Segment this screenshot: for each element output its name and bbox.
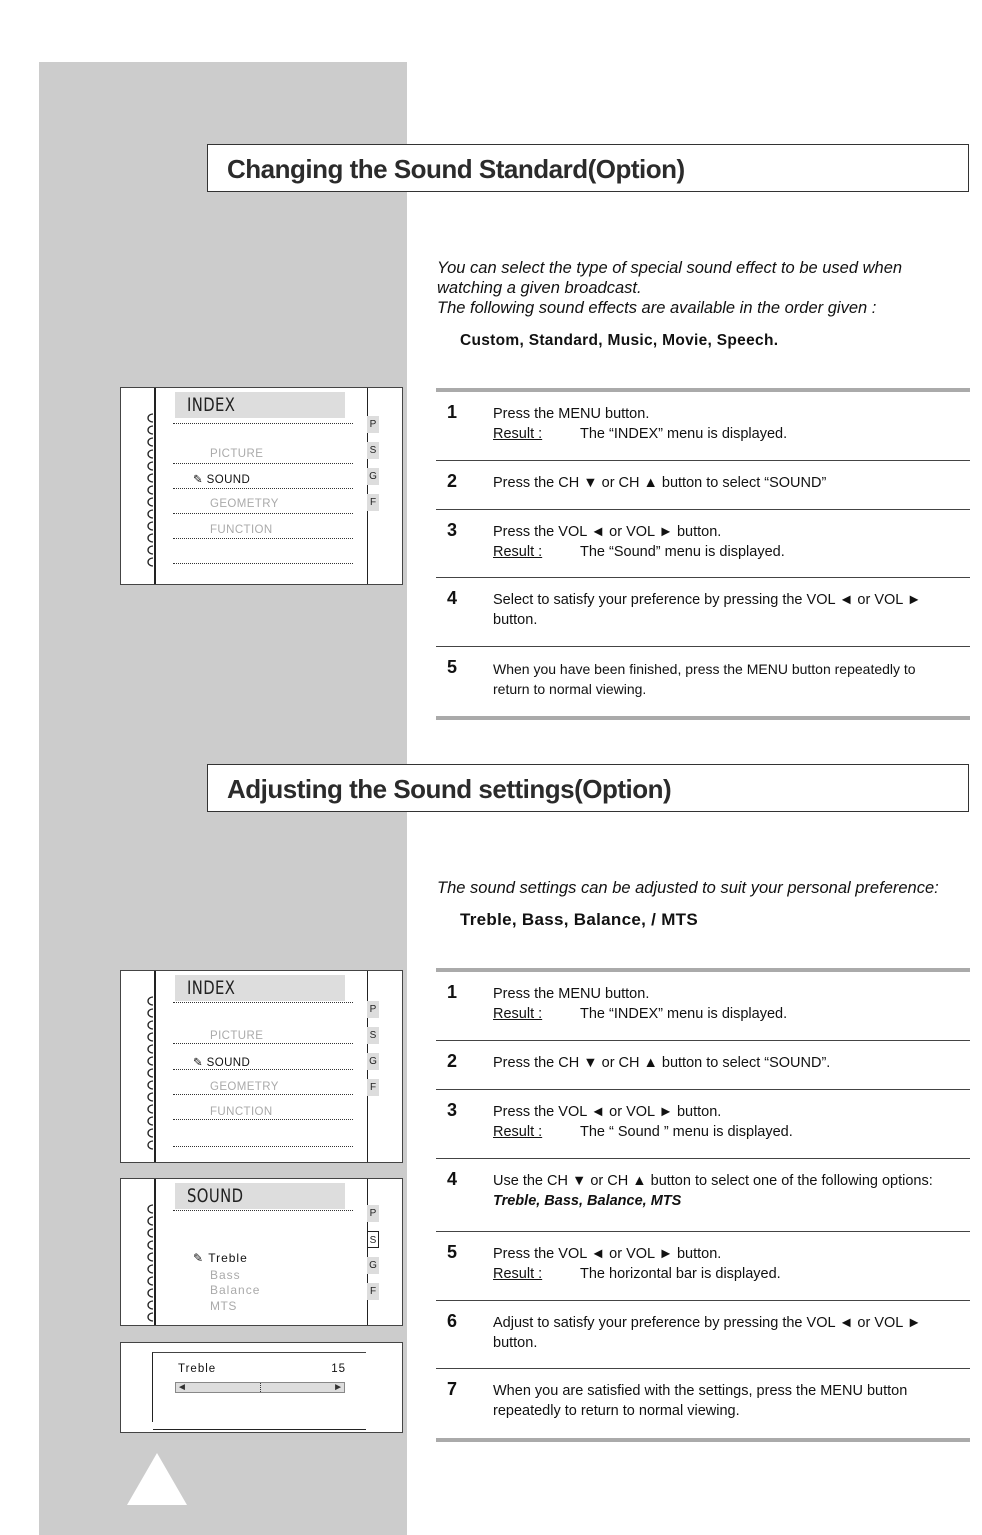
dotted-line: [173, 463, 353, 464]
step-text: Press the CH ▼ or CH ▲ button to select “SOUND”: [493, 475, 827, 491]
step-text: When you are satisfied with the settings, press the MENU button repeatedly to return to normal viewing.: [493, 1383, 908, 1419]
menu-item-mts: MTS: [210, 1299, 237, 1313]
section-title-text: Adjusting the Sound settings(Option): [227, 774, 672, 804]
intro-line: watching a given broadcast.: [437, 279, 642, 297]
dotted-line: [173, 1210, 353, 1211]
step-number: 2: [447, 1051, 458, 1071]
treble-label: Treble: [178, 1363, 217, 1375]
menu-title-bar: [175, 975, 345, 1001]
dotted-line: [173, 1119, 353, 1120]
steps-list-2: [436, 968, 970, 1442]
slider-fill: [176, 1383, 260, 1392]
step-number: 6: [447, 1311, 458, 1331]
window-bottom-edge: [153, 1429, 366, 1431]
menu-item-treble: ✎ Treble: [193, 1251, 248, 1265]
intro-paragraph-2: The sound settings can be adjusted to suit your personal preference:: [437, 879, 939, 897]
tab-g: G: [367, 1257, 379, 1283]
menu-tabs: [367, 1205, 379, 1309]
dotted-line: [173, 1043, 353, 1044]
treble-value: 15: [331, 1363, 346, 1375]
menu-item-sound: ✎ SOUND: [193, 474, 251, 486]
step-text: Use the CH ▼ or CH ▲ button to select one of the following options: Treble, Bass, Balance, MTS: [493, 1173, 933, 1209]
step-row: [436, 392, 970, 461]
tab-p: P: [367, 1001, 379, 1027]
menu-item-sound: ✎ SOUND: [193, 1057, 251, 1069]
step-number: 3: [447, 520, 458, 540]
dotted-line: [173, 1094, 353, 1095]
sound-setting-options: Treble, Bass, Balance, / MTS: [460, 910, 698, 929]
menu-tabs: [367, 1001, 379, 1105]
pencil-icon: ✎: [193, 1057, 204, 1069]
step-number: 2: [447, 471, 458, 491]
tv-index-menu-1: [120, 387, 403, 585]
dotted-line: [173, 423, 353, 424]
result-label: Result :: [493, 1006, 543, 1022]
menu-title-bar: [175, 1183, 345, 1209]
step-row: [436, 510, 970, 578]
menu-tabs: [367, 416, 379, 520]
intro-line: You can select the type of special sound effect to be used when: [437, 259, 903, 277]
tab-f: F: [367, 494, 379, 520]
tab-p: P: [367, 1205, 379, 1231]
step-text: Press the MENU button. Result : The “INDEX” menu is displayed.: [493, 986, 788, 1022]
result-label: Result :: [493, 426, 543, 442]
pencil-icon: ✎: [193, 1251, 205, 1265]
step-row: [436, 1090, 970, 1159]
step-text: Press the VOL ◄ or VOL ► button. Result : The “Sound” menu is displayed.: [493, 524, 785, 560]
step-text: Adjust to satisfy your preference by pressing the VOL ◄ or VOL ► button.: [493, 1315, 922, 1351]
step-text: Press the VOL ◄ or VOL ► button. Result : The horizontal bar is displayed.: [493, 1246, 781, 1282]
menu-item-geometry: GEOMETRY: [210, 498, 279, 510]
tab-s: S: [367, 1231, 379, 1257]
spiral-rings: [143, 995, 157, 1155]
steps-list-1: [436, 388, 970, 720]
step-number: 7: [447, 1379, 458, 1399]
menu-item-bass: Bass: [210, 1268, 241, 1282]
menu-item-function: FUNCTION: [210, 1106, 273, 1118]
dotted-line: [173, 1069, 353, 1070]
dotted-line: [173, 513, 353, 514]
step-text: Press the MENU button. Result : The “INDEX” menu is displayed.: [493, 406, 788, 442]
step-row: [436, 647, 970, 716]
step-row: [436, 1232, 970, 1301]
step-number: 5: [447, 1242, 458, 1262]
treble-slider[interactable]: [175, 1382, 345, 1393]
dotted-line: [173, 1002, 353, 1003]
step-row: [436, 1041, 970, 1090]
tab-f: F: [367, 1079, 379, 1105]
tv-index-menu-2: [120, 970, 403, 1163]
dotted-line: [173, 1146, 353, 1147]
menu-item-function: FUNCTION: [210, 524, 273, 536]
tab-p: P: [367, 416, 379, 442]
result-label: Result :: [493, 1124, 543, 1140]
menu-title: SOUND: [187, 1185, 244, 1207]
tab-f: F: [367, 1283, 379, 1309]
right-arrow-icon: ►: [333, 1382, 343, 1393]
spiral-rings: [143, 1203, 157, 1323]
treble-bar-window: [152, 1352, 366, 1422]
step-row: [436, 1159, 970, 1232]
tab-s: S: [367, 1027, 379, 1053]
menu-item-geometry: GEOMETRY: [210, 1081, 279, 1093]
step-number: 1: [447, 982, 458, 1002]
step-row: [436, 1369, 970, 1438]
menu-title: INDEX: [187, 394, 236, 416]
step-text: When you have been finished, press the MENU button repeatedly to return to normal viewing.: [493, 661, 916, 697]
menu-item-balance: Balance: [210, 1283, 261, 1297]
step-number: 1: [447, 402, 458, 422]
step-number: 4: [447, 588, 458, 608]
intro-line: The following sound effects are available in the order given :: [437, 299, 877, 317]
dotted-line: [173, 488, 353, 489]
menu-title-bar: [175, 392, 345, 418]
tab-g: G: [367, 468, 379, 494]
menu-item-picture: PICTURE: [210, 1030, 264, 1042]
step-text: Press the CH ▼ or CH ▲ button to select “SOUND”.: [493, 1055, 831, 1071]
section-title-sound-standard: [207, 144, 969, 192]
step-number: 4: [447, 1169, 458, 1189]
dotted-line: [173, 538, 353, 539]
step-row: [436, 1301, 970, 1369]
spiral-rings: [143, 412, 157, 577]
slider-center-mark: [260, 1383, 262, 1392]
intro-paragraph-1: [437, 258, 971, 318]
sound-effect-options: Custom, Standard, Music, Movie, Speech.: [460, 332, 779, 349]
result-label: Result :: [493, 544, 543, 560]
tab-s: S: [367, 442, 379, 468]
page-corner-triangle: [127, 1453, 187, 1505]
step-text: Select to satisfy your preference by pressing the VOL ◄ or VOL ► button.: [493, 592, 922, 628]
tab-g: G: [367, 1053, 379, 1079]
pencil-icon: ✎: [193, 474, 204, 486]
step-row: [436, 461, 970, 510]
menu-title: INDEX: [187, 977, 236, 999]
section-title-sound-settings: [207, 764, 969, 812]
step-number: 5: [447, 657, 458, 677]
result-label: Result :: [493, 1266, 543, 1282]
left-arrow-icon: ◄: [177, 1382, 187, 1393]
dotted-line: [173, 563, 353, 564]
tv-sound-menu: [120, 1178, 403, 1326]
treble-bar-panel: [120, 1342, 403, 1433]
step-row: [436, 578, 970, 647]
step-number: 3: [447, 1100, 458, 1120]
section-title-text: Changing the Sound Standard(Option): [227, 154, 685, 184]
step-text: Press the VOL ◄ or VOL ► button. Result : The “ Sound ” menu is displayed.: [493, 1104, 793, 1140]
step-row: [436, 972, 970, 1041]
menu-item-picture: PICTURE: [210, 448, 264, 460]
